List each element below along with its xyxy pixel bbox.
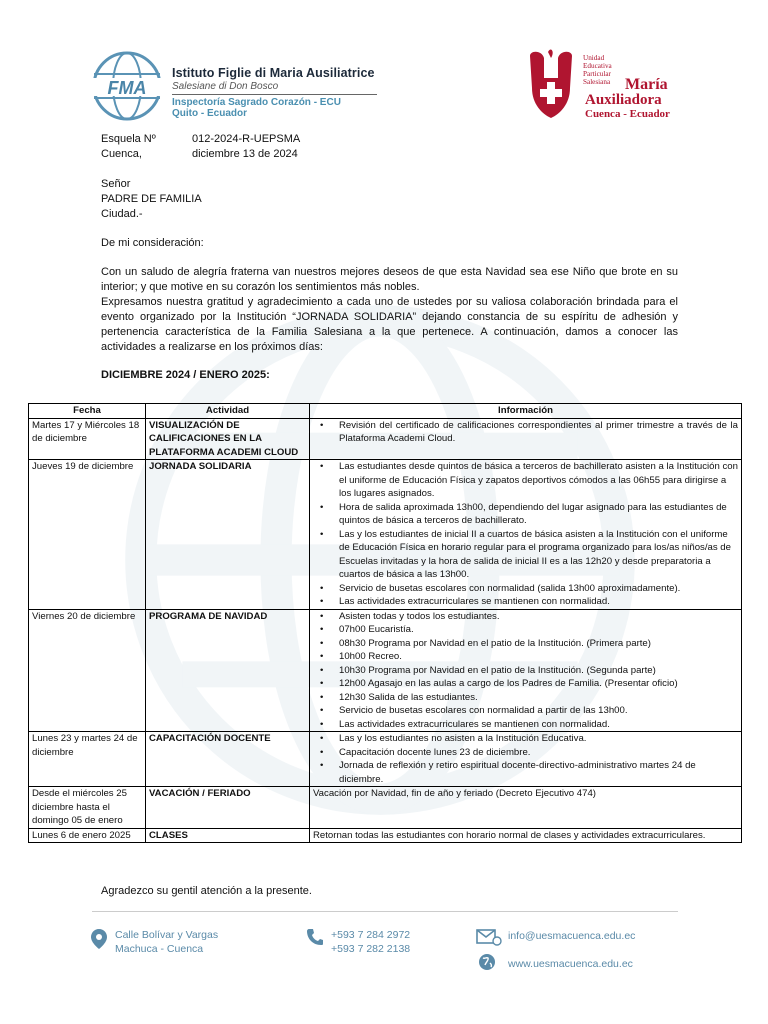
- fma-subtitle: Salesiane di Don Bosco: [172, 81, 279, 92]
- info-item: • Hora de salida aproximada 13h00, dependiendo del lugar asignado para las estudiantes de quintos de básica a terceros de bachillerato.: [339, 501, 738, 528]
- fma-divider: [172, 94, 377, 95]
- row-activity: JORNADA SOLIDARIA: [146, 460, 310, 610]
- row-activity: VISUALIZACIÓN DE CALIFICACIONES EN LA PLATAFORMA ACADEMI CLOUD: [146, 418, 310, 460]
- fma-globe-logo: [88, 50, 166, 122]
- row-info: [310, 609, 742, 732]
- fma-title: Istituto Figlie di Maria Ausiliatrice: [172, 66, 375, 80]
- info-item: • Las y los estudiantes de inicial II a cuartos de básica asisten a la Institución con el uniforme de Educación Física en horario regular para el programa organizado para los/as niños/as de Escuelas invitadas y la hora de salida de inicial II es a las 12h20 y desde preparatoria a cuartos de básica a las 13h00.: [339, 528, 738, 582]
- footer-divider: [92, 911, 678, 912]
- info-item: • Las estudiantes desde quintos de básica a terceros de bachillerato asisten a la Institución con el uniforme de Educación Física y zapatos deportivos cómodos a las 06h55 para dirigirse a los lugares asignados.: [339, 460, 738, 501]
- table-row: [29, 460, 742, 610]
- row-date: Martes 17 y Miércoles 18 de diciembre: [29, 418, 146, 460]
- header-informacion: Información: [310, 404, 742, 419]
- table-row: [29, 418, 742, 460]
- footer-address: [115, 928, 218, 956]
- info-item: • Las y los estudiantes no asisten a la Institución Educativa.: [339, 732, 738, 746]
- school-city: Cuenca - Ecuador: [585, 108, 670, 120]
- svg-text:FMA: FMA: [107, 78, 147, 98]
- paragraph-1: Con un saludo de alegría fraterna van nuestros mejores deseos de que esta Navidad sea ese Niño que brote en su interior; y que motive en su corazón los sentimientos más nobles.: [101, 266, 678, 293]
- schedule-table: [28, 403, 742, 843]
- school-line-2: Educativa: [583, 62, 612, 70]
- place-label: Cuenca,: [101, 148, 142, 160]
- school-name-maria: María: [625, 76, 668, 93]
- info-item: • 10h30 Programa por Navidad en el patio de la Institución. (Segunda parte): [339, 664, 738, 678]
- globe-icon: [478, 953, 496, 971]
- closing-line: Agradezco su gentil atención a la presente.: [101, 885, 312, 897]
- fma-city: Quito - Ecuador: [172, 108, 247, 119]
- row-date: Lunes 6 de enero 2025: [29, 828, 146, 843]
- footer-phones: [331, 928, 410, 956]
- fma-inspectoria: Inspectoría Sagrado Corazón - ECU: [172, 97, 341, 108]
- school-line-4: Salesiana: [583, 78, 611, 86]
- school-small-text: [583, 54, 612, 86]
- address-line-1: Calle Bolívar y Vargas: [115, 929, 219, 941]
- esquela-number: 012-2024-R-UEPSMA: [192, 133, 301, 145]
- row-date: Desde el miércoles 25 diciembre hasta el domingo 05 de enero: [29, 787, 146, 829]
- row-activity: VACACIÓN / FERIADO: [146, 787, 310, 829]
- school-name-auxiliadora: Auxiliadora: [585, 92, 662, 108]
- school-logo-icon: [520, 48, 582, 120]
- table-row: [29, 828, 742, 843]
- row-info: [310, 460, 742, 610]
- date-row: [101, 148, 298, 160]
- fma-text-block: [172, 66, 377, 119]
- row-info: Retornan todas las estudiantes con horario normal de clases y actividades extracurriculares.: [310, 828, 742, 843]
- paragraph-2: Expresamos nuestra gratitud y agradecimiento a cada uno de ustedes por su valiosa colaboración brindada para el evento organizado por la Institución “JORNADA SOLIDARIA” dejando constancia de su espíritu de adhesión y pertenencia característica de la Familia Salesiana a la que pertenece. A continuación, damos a conocer las actividades a realizarse en los próximos días:: [101, 296, 678, 353]
- table-header-row: [29, 404, 742, 419]
- header-actividad: Actividad: [146, 404, 310, 419]
- recipient-block: [101, 177, 678, 222]
- footer-email[interactable]: info@uesmacuenca.edu.ec: [508, 930, 636, 942]
- info-item: • Jornada de reflexión y retiro espiritual docente-directivo-administrativo martes 24 de diciembre.: [339, 759, 738, 786]
- table-row: [29, 732, 742, 787]
- greeting: De mi consideración:: [101, 237, 204, 249]
- esquela-label: Esquela Nº: [101, 133, 156, 145]
- info-item: • 07h00 Eucaristía.: [339, 623, 738, 637]
- letterhead: [0, 0, 768, 130]
- row-date: Lunes 23 y martes 24 de diciembre: [29, 732, 146, 787]
- section-title: DICIEMBRE 2024 / ENERO 2025:: [101, 369, 270, 381]
- row-activity: CAPACITACIÓN DOCENTE: [146, 732, 310, 787]
- row-info: Vacación por Navidad, fin de año y feriado (Decreto Ejecutivo 474): [310, 787, 742, 829]
- footer-website[interactable]: www.uesmacuenca.edu.ec: [508, 958, 633, 970]
- info-item: • Servicio de busetas escolares con normalidad (salida 13h00 aproximadamente).: [339, 582, 738, 596]
- recipient-name: PADRE DE FAMILIA: [101, 193, 202, 205]
- info-item: • 12h30 Salida de las estudiantes.: [339, 691, 738, 705]
- school-line-3: Particular: [583, 70, 611, 78]
- email-icon: [476, 928, 502, 946]
- school-line-1: Unidad: [583, 54, 605, 62]
- table-row: [29, 609, 742, 732]
- phone-icon: [306, 928, 324, 946]
- info-item: • Las actividades extracurriculares se mantienen con normalidad.: [339, 718, 738, 732]
- row-info: [310, 418, 742, 460]
- info-item: • 12h00 Agasajo en las aulas a cargo de los Padres de Familia. (Presentar oficio): [339, 677, 738, 691]
- letter-date: diciembre 13 de 2024: [192, 148, 298, 160]
- recipient-city: Ciudad.-: [101, 208, 143, 220]
- header-fecha: Fecha: [29, 404, 146, 419]
- info-item: • Servicio de busetas escolares con normalidad a partir de las 13h00.: [339, 704, 738, 718]
- address-line-2: Machuca - Cuenca: [115, 943, 204, 955]
- recipient-salutation: Señor: [101, 178, 131, 190]
- phone-2: +593 7 282 2138: [331, 943, 411, 955]
- row-activity: PROGRAMA DE NAVIDAD: [146, 609, 310, 732]
- row-date: Viernes 20 de diciembre: [29, 609, 146, 732]
- phone-1: +593 7 284 2972: [331, 929, 411, 941]
- info-item: • Revisión del certificado de calificaciones correspondientes al primer trimestre a través de la Plataforma Academi Cloud.: [339, 419, 738, 446]
- row-info: [310, 732, 742, 787]
- info-item: • 08h30 Programa por Navidad en el patio de la Institución. (Primera parte): [339, 637, 738, 651]
- info-item: • Asisten todas y todos los estudiantes.: [339, 610, 738, 624]
- location-pin-icon: [90, 928, 108, 950]
- esquela-row: [101, 133, 300, 145]
- row-activity: CLASES: [146, 828, 310, 843]
- row-date: Jueves 19 de diciembre: [29, 460, 146, 610]
- table-row: [29, 787, 742, 829]
- info-item: • Capacitación docente lunes 23 de diciembre.: [339, 746, 738, 760]
- info-item: • 10h00 Recreo.: [339, 650, 738, 664]
- info-item: • Las actividades extracurriculares se mantienen con normalidad.: [339, 595, 738, 609]
